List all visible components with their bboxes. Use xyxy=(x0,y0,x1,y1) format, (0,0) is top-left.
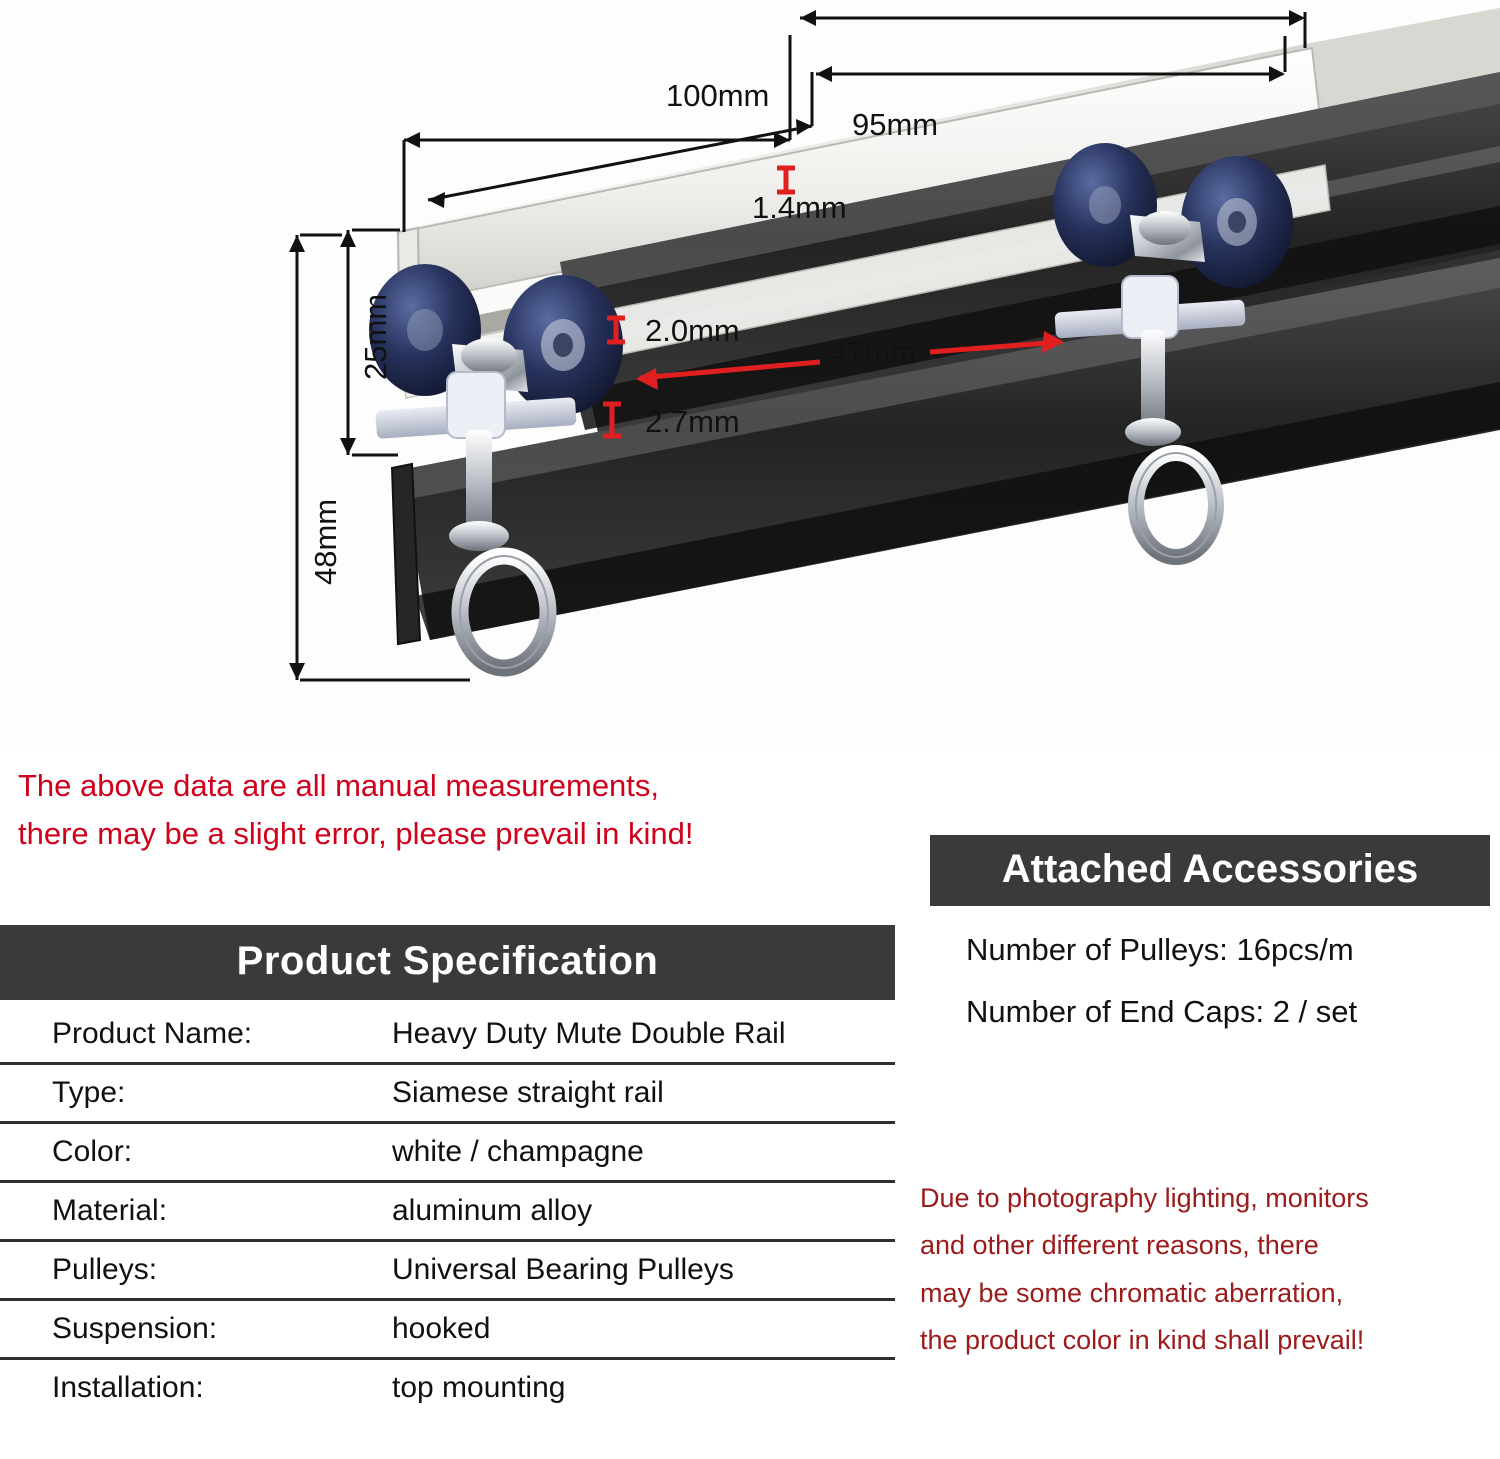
color-disclaimer-note xyxy=(920,1175,1495,1364)
dim-label-pulley-spacing: 47mm xyxy=(830,335,917,370)
manual-note-line1: The above data are all manual measurements, xyxy=(18,768,660,803)
disclaimer-line1: Due to photography lighting, monitors xyxy=(920,1183,1369,1213)
specification-table xyxy=(0,1006,895,1416)
product-specification-title: Product Specification xyxy=(0,925,895,1000)
attached-accessories-title: Attached Accessories xyxy=(930,835,1490,906)
dim-label-wall-thickness: 1.4mm xyxy=(752,190,847,225)
dim-label-overall-width: 100mm xyxy=(666,78,770,113)
spec-value: aluminum alloy xyxy=(392,1194,593,1227)
dim-label-rail-height: 25mm xyxy=(358,293,393,380)
product-specification-panel xyxy=(0,925,895,1416)
disclaimer-line4: the product color in kind shall prevail! xyxy=(920,1324,1365,1355)
manual-measurement-note xyxy=(18,762,918,858)
dim-label-inner-width: 95mm xyxy=(852,107,939,142)
table-row xyxy=(0,1359,895,1417)
spec-value: Heavy Duty Mute Double Rail xyxy=(392,1017,786,1050)
spec-key: Product Name: xyxy=(52,1017,253,1050)
dim-label-slot-upper: 2.0mm xyxy=(645,313,740,348)
spec-key: Installation: xyxy=(52,1371,204,1404)
disclaimer-line2: and other different reasons, there xyxy=(920,1230,1319,1261)
spec-value: white / champagne xyxy=(392,1135,644,1168)
spec-value: top mounting xyxy=(392,1371,566,1404)
table-row xyxy=(0,1241,895,1300)
disclaimer-line3: may be some chromatic aberration, xyxy=(920,1277,1344,1308)
spec-value: Universal Bearing Pulleys xyxy=(392,1253,734,1286)
spec-key: Material: xyxy=(52,1194,168,1227)
spec-key: Color: xyxy=(52,1135,133,1168)
attached-accessories-panel xyxy=(930,835,1490,1030)
spec-value: hooked xyxy=(392,1312,491,1345)
table-row xyxy=(0,1300,895,1359)
spec-value: Siamese straight rail xyxy=(392,1076,664,1109)
table-row xyxy=(0,1006,895,1064)
accessories-pulleys-count: Number of Pulleys: 16pcs/m xyxy=(966,932,1354,967)
accessories-endcaps-count: Number of End Caps: 2 / set xyxy=(966,994,1358,1029)
spec-key: Suspension: xyxy=(52,1312,218,1345)
table-row xyxy=(0,1064,895,1123)
dim-label-total-drop: 48mm xyxy=(308,498,343,585)
spec-key: Pulleys: xyxy=(52,1253,158,1286)
manual-note-line2: there may be a slight error, please prevail in kind! xyxy=(18,816,694,852)
table-row xyxy=(0,1182,895,1241)
dim-label-slot-lower: 2.7mm xyxy=(645,404,740,439)
table-row xyxy=(0,1123,895,1182)
spec-key: Type: xyxy=(52,1076,126,1109)
